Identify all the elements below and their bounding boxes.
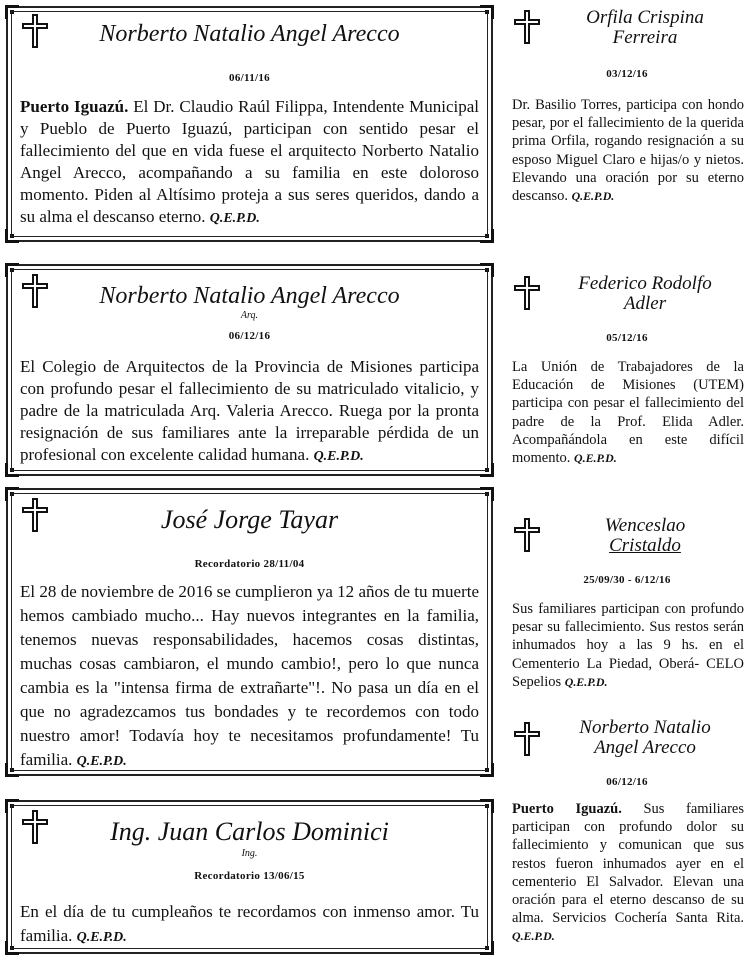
qepd-sign: Q.E.P.D.: [512, 929, 555, 944]
cross-icon: [514, 10, 540, 44]
ornament-icon: [480, 229, 494, 243]
obituary-notice-4: [6, 800, 493, 954]
cross-icon: [22, 274, 48, 308]
ornament-icon: [5, 799, 19, 813]
obituary-notice-5: [508, 4, 746, 240]
deceased-name: José Jorge Tayar: [160, 505, 339, 534]
ornament-icon: [5, 763, 19, 777]
qepd-sign: Q.E.P.D.: [564, 674, 608, 689]
ornament-icon: [480, 5, 494, 19]
cross-icon: [514, 518, 540, 552]
qepd-sign: Q.E.P.D.: [571, 189, 615, 204]
notice-lead: Puerto Iguazú.: [20, 97, 129, 116]
obituary-notice-2: [6, 264, 493, 476]
notice-date: 06/12/16: [606, 776, 648, 788]
deceased-name: Norberto Natalio Angel Arecco: [99, 21, 400, 47]
qepd-sign: Q.E.P.D.: [76, 930, 127, 945]
deceased-name-line-1: Federico Rodolfo: [578, 273, 712, 294]
obituary-notice-1: [6, 6, 493, 242]
obituary-notice-3: [6, 488, 493, 776]
cross-icon: [22, 14, 48, 48]
notice-body: Dr. Basilio Torres, participa con hondo pesar, por el fallecimiento de la querida prima Orfila, rogando resignación a su esposo Miguel Claro e hijas/o y nietos. Elevando una oración por su eterno descanso. Q.E.P.D.: [512, 97, 744, 205]
notice-body: En el día de tu cumpleaños te recordamos con inmenso amor. Tu familia. Q.E.P.D.: [20, 902, 479, 945]
obituary-notice-7: [508, 512, 746, 690]
cross-icon: [22, 810, 48, 844]
ornament-icon: [480, 463, 494, 477]
obituary-notice-6: [508, 270, 746, 480]
ornament-icon: [480, 263, 494, 277]
ornament-icon: [5, 263, 19, 277]
deceased-name: Ing. Juan Carlos Dominici: [110, 817, 389, 846]
deceased-name-line-1: Orfila Crispina: [586, 7, 704, 28]
qepd-sign: Q.E.P.D.: [313, 449, 364, 464]
ornament-icon: [480, 487, 494, 501]
obituary-notice-8: [508, 716, 746, 956]
ornament-icon: [5, 229, 19, 243]
cross-icon: [22, 498, 48, 532]
notice-date: Recordatorio 13/06/15: [194, 870, 305, 882]
notice-date: 06/12/16: [228, 330, 271, 342]
ornament-icon: [5, 5, 19, 19]
notice-date: 06/11/16: [229, 72, 270, 84]
qepd-sign: Q.E.P.D.: [574, 451, 617, 466]
notice-date: 05/12/16: [606, 332, 648, 344]
notice-body: Sus familiares participan con profundo pesar su fallecimiento. Sus restos serán inhumados hoy a las 9 hs. en el Cementerio La Piedad, Oberá- CELO Sepelios Q.E.P.D.: [512, 601, 744, 690]
notice-date: 25/09/30 - 6/12/16: [583, 574, 671, 586]
deceased-name-line-2: Adler: [623, 293, 667, 314]
notice-body: El 28 de noviembre de 2016 se cumplieron ya 12 años de tu muerte hemos cambiado mucho... Hay nuevos integrantes en la familia, tenemos nuevas responsabilidades, hacemos cosas distintas, muchas cosas cambiaron, el mundo cambio!, pero lo que nunca cambia es la "intensa firma de extrañarte"!. No pasa un día en el que no agradezcamos tus bondades y te recordemos con todo nuestro amor! Todavía hoy te necesitamos profundamente! Tu familia. Q.E.P.D.: [20, 582, 479, 769]
notice-body: Puerto Iguazú. Sus familiares participan con profundo dolor su fallecimiento y comunican que sus restos fueron inhumados ayer en el cementerio El Salvador. Elevan una oración para el eterno descanso de su alma. Servicios Cochería Santa Rita. Q.E.P.D.: [512, 801, 744, 944]
ornament-icon: [5, 941, 19, 955]
deceased-name-line-2: Cristaldo: [609, 535, 681, 556]
title-abbrev: Arq.: [240, 310, 259, 321]
notice-lead: Puerto Iguazú.: [512, 801, 622, 817]
deceased-name-line-1: Wenceslao: [604, 515, 686, 536]
notice-date: Recordatorio 28/11/04: [194, 558, 305, 570]
notice-body: El Colegio de Arquitectos de la Provincia de Misiones participa con profundo pesar el fallecimiento de su matriculado vitalicio, y padre de la matriculada Arq. Valeria Arecco. Ruega por la pronta resignación de sus familiares ante la irreparable pérdida de un profesional con excelente calidad humana. Q.E.P.D.: [20, 357, 479, 464]
notice-body: Puerto Iguazú. El Dr. Claudio Raúl Filippa, Intendente Municipal y Pueblo de Puerto Iguazú, participan con sentido pesar el fallecimiento del que en vida fuese el arquitecto Norberto Natalio Angel Arecco, acompañando a su familia en este doloroso momento. Piden al Altísimo proteja a sus seres queridos, dando a su alma el descanso eterno. Q.E.P.D.: [20, 97, 479, 226]
ornament-icon: [480, 799, 494, 813]
qepd-sign: Q.E.P.D.: [76, 754, 127, 769]
qepd-sign: Q.E.P.D.: [209, 211, 260, 226]
ornament-icon: [5, 487, 19, 501]
notice-date: 03/12/16: [606, 68, 648, 80]
title-abbrev: Ing.: [241, 848, 258, 859]
cross-icon: [514, 276, 540, 310]
cross-icon: [514, 722, 540, 756]
deceased-name-line-2: Angel Arecco: [594, 737, 696, 758]
ornament-icon: [5, 463, 19, 477]
deceased-name-line-1: Norberto Natalio: [579, 717, 711, 738]
deceased-name: Norberto Natalio Angel Arecco: [99, 283, 400, 309]
notice-body: La Unión de Trabajadores de la Educación de Misiones (UTEM) participa con pesar el fallecimiento del padre de la Prof. Elida Adler. Acompañándola en este difícil momento. Q.E.P.D.: [512, 359, 744, 467]
ornament-icon: [480, 763, 494, 777]
deceased-name-line-2: Ferreira: [612, 27, 678, 48]
ornament-icon: [480, 941, 494, 955]
